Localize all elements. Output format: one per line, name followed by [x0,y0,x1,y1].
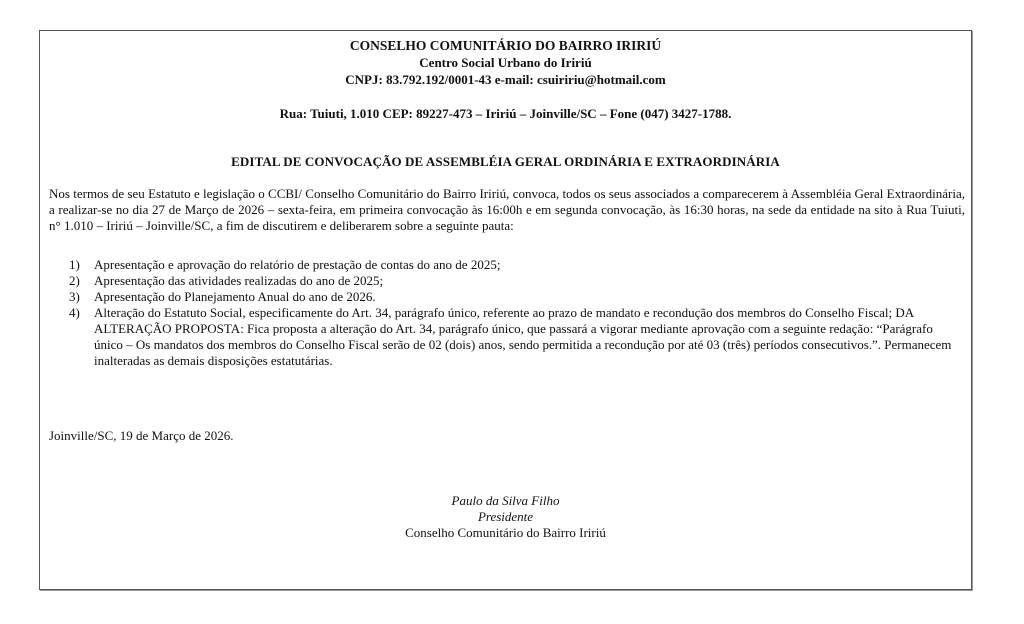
agenda-item-text: Apresentação das atividades realizadas do ano de 2025; [94,273,384,288]
agenda-item [49,305,957,369]
date-line: Joinville/SC, 19 de Março de 2026. [49,428,234,443]
agenda-item-text: Alteração do Estatuto Social, especificamente do Art. 34, parágrafo único, referente ao prazo de mandato e recondução dos membros do Conselho Fiscal; DA ALTERAÇÃO PROPOSTA: Fica proposta a alteração do Art. 34, parágrafo único, que passará a vigorar mediante aprovação com a seguinte redação: “Parágrafo único – Os mandatos dos membros do Conselho Fiscal serão de 02 (dois) anos, sendo permitida a recondução por até 03 (três) períodos consecutivos.”. Permanecem inalteradas as demais disposições estatutárias. [94,305,952,368]
document-frame [39,30,972,590]
agenda-item [49,273,957,289]
agenda-item [49,257,957,273]
signatory-role: Presidente [477,509,534,524]
agenda-item-number: 4) [69,305,80,320]
agenda-item [49,289,957,305]
agenda-item-number: 2) [69,273,80,288]
signatory-name: Paulo da Silva Filho [451,493,560,508]
signatory-organization: Conselho Comunitário do Bairro Iririú [405,525,606,540]
agenda-item-number: 1) [69,257,80,272]
letterhead [40,37,971,88]
organization-address: Rua: Tuiuti, 1.010 CEP: 89227-473 – Iririú – Joinville/SC – Fone (047) 3427-1788. [279,106,732,121]
organization-subtitle: Centro Social Urbano do Iririú [419,55,592,70]
document-title: EDITAL DE CONVOCAÇÃO DE ASSEMBLÉIA GERAL ORDINÁRIA E EXTRAORDINÁRIA [231,154,780,169]
intro-paragraph: Nos termos de seu Estatuto e legislação o CCBI/ Conselho Comunitário do Bairro Iririú, convoca, todos os seus associados a comparecerem à Assembléia Geral Extraordinária, a realizar-se no dia 27 de Março de 2026 – sexta-feira, em primeira convocação às 16:00h e em segunda convocação, às 16:30 horas, na sede da entidade na sito à Rua Tuiuti, n° 1.010 – Iririú – Joinville/SC, a fim de discutirem e deliberarem sobre a seguinte pauta: [49,186,965,233]
agenda-item-text: Apresentação e aprovação do relatório de prestação de contas do ano de 2025; [94,257,501,272]
organization-contact: CNPJ: 83.792.192/0001-43 e-mail: csuiririu@hotmail.com [345,72,666,87]
agenda-item-number: 3) [69,289,80,304]
agenda-list [49,257,957,369]
signature-block [40,493,971,541]
organization-name: CONSELHO COMUNITÁRIO DO BAIRRO IRIRIÚ [349,38,662,53]
agenda-item-text: Apresentação do Planejamento Anual do ano de 2026. [94,289,376,304]
